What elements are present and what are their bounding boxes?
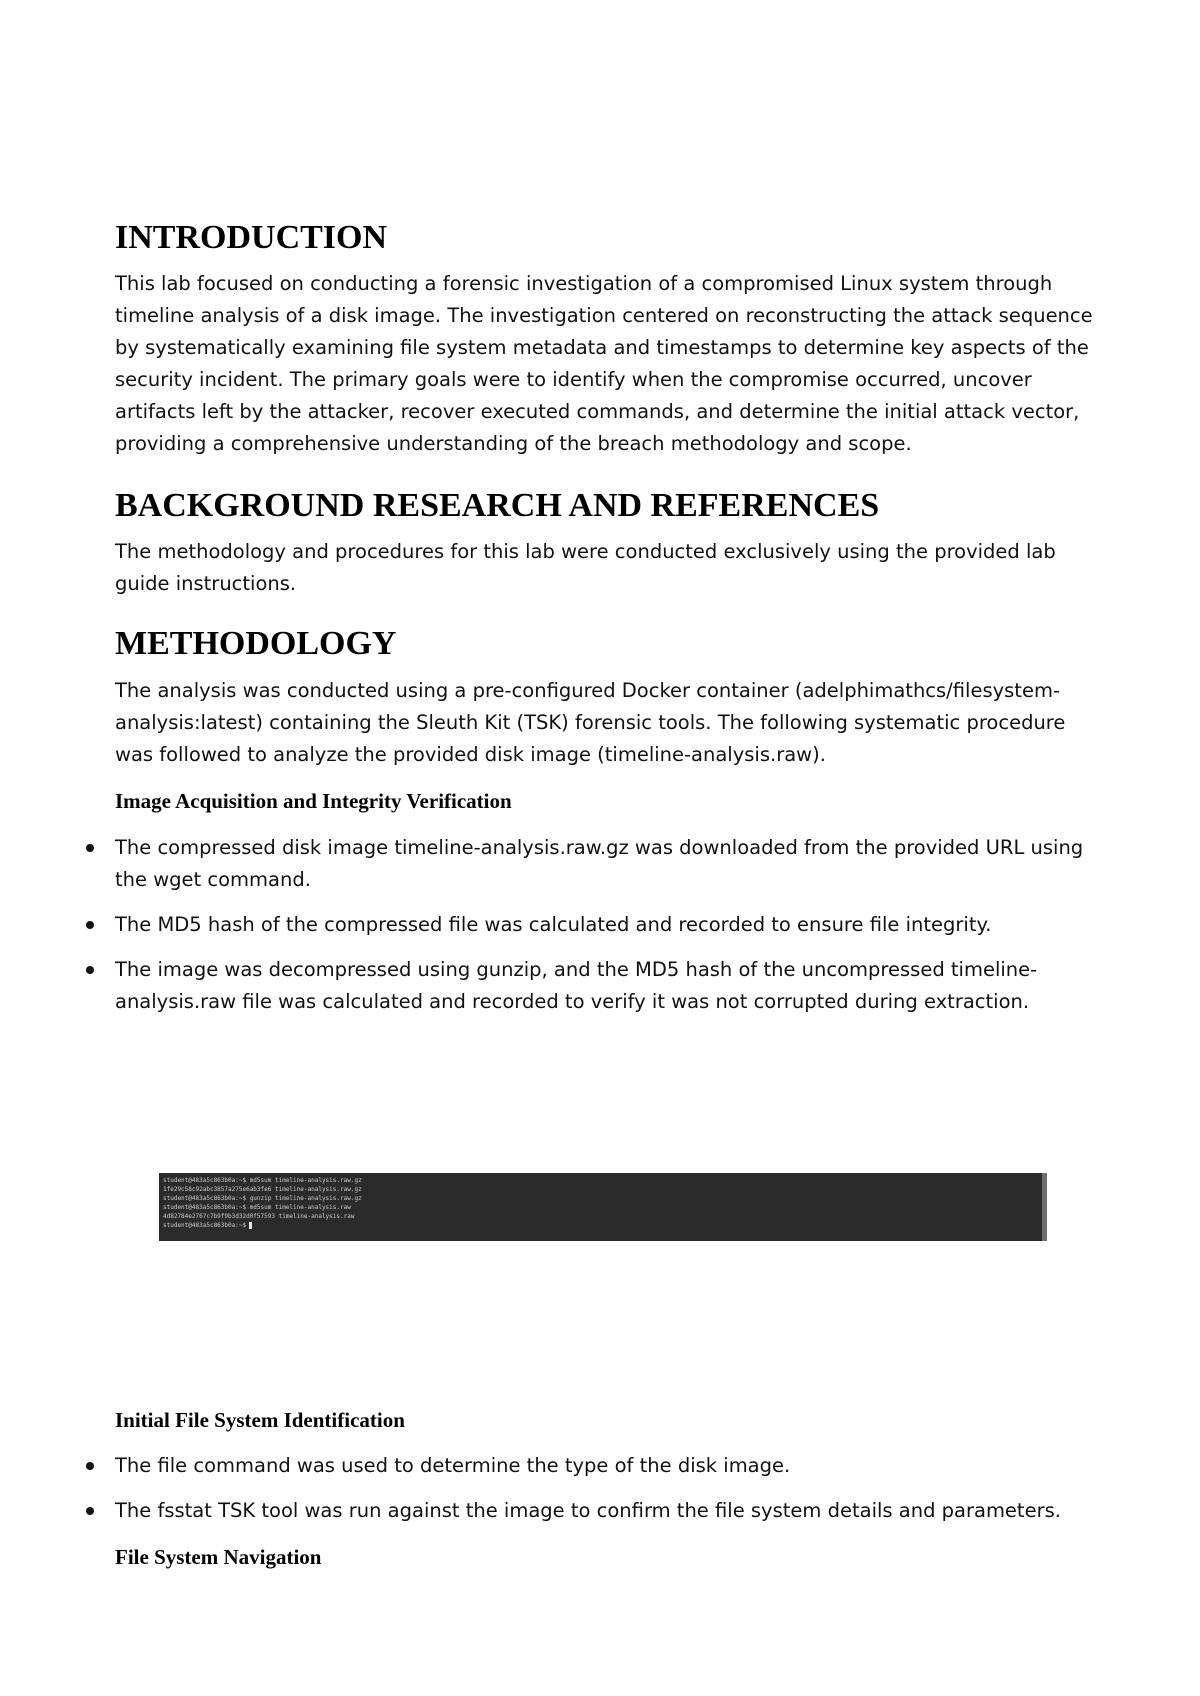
list-item [0, 1495, 1100, 1527]
terminal-line: student@483a5c863b0a:~$ md5sum timeline-analysis.raw [163, 1204, 351, 1211]
identification-bullet-list [0, 1450, 1200, 1540]
background-paragraph: The methodology and procedures for this lab were conducted exclusively using the provided lab guide instructions. [115, 540, 1056, 595]
navigation-subheading: File System Navigation [115, 1545, 322, 1569]
introduction-heading: INTRODUCTION [115, 219, 388, 256]
terminal-line: student@483a5c863b0a:~$ md5sum timeline-analysis.raw.gz [163, 1177, 362, 1184]
background-heading: BACKGROUND RESEARCH AND REFERENCES [115, 487, 880, 524]
terminal-line: 4d82784e2767c7b9f9b3d32d0f57593 timeline-analysis.raw [163, 1213, 355, 1220]
list-item-text: The image was decompressed using gunzip, and the MD5 hash of the uncompressed timeline-analysis.raw file was calculated and recorded to verify it was not corrupted during extraction. [115, 958, 1038, 1013]
bullet-dot-icon [86, 966, 94, 974]
cursor-icon [249, 1222, 252, 1229]
acquisition-subheading: Image Acquisition and Integrity Verification [115, 789, 512, 813]
list-item-text: The file command was used to determine the type of the disk image. [115, 1454, 791, 1477]
bullet-dot-icon [86, 1507, 94, 1515]
list-item [0, 1450, 1100, 1482]
methodology-heading: METHODOLOGY [115, 625, 397, 662]
list-item-text: The compressed disk image timeline-analysis.raw.gz was downloaded from the provided URL using the wget command. [115, 836, 1084, 891]
terminal-line: student@483a5c863b0a:~$ gunzip timeline-analysis.raw.gz [163, 1195, 362, 1202]
list-item [0, 832, 1100, 896]
bullet-dot-icon [86, 921, 94, 929]
terminal-prompt: student@483a5c863b0a:~$ [163, 1222, 247, 1229]
list-item [0, 909, 1100, 941]
introduction-paragraph: This lab focused on conducting a forensic investigation of a compromised Linux system through timeline analysis of a disk image. The investigation centered on reconstructing the attack sequence by systematically examining file system metadata and timestamps to determine key aspects of the security incident. The primary goals were to identify when the compromise occurred, uncover artifacts left by the attacker, recover executed commands, and determine the initial attack vector, providing a comprehensive understanding of the breach methodology and scope. [115, 272, 1093, 455]
terminal-prompt-row [163, 1222, 252, 1229]
acquisition-bullet-list [0, 832, 1200, 1031]
terminal-screenshot [159, 1173, 1047, 1241]
bullet-dot-icon [86, 844, 94, 852]
identification-subheading: Initial File System Identification [115, 1408, 405, 1432]
terminal-line: 1fe29c58c92abc3857a275e6ab3fe6 timeline-analysis.raw.gz [163, 1186, 362, 1193]
methodology-paragraph: The analysis was conducted using a pre-configured Docker container (adelphimathcs/filesystem-analysis:latest) containing the Sleuth Kit (TSK) forensic tools. The following systematic procedure was followed to analyze the provided disk image (timeline-analysis.raw). [115, 679, 1066, 766]
list-item-text: The MD5 hash of the compressed file was calculated and recorded to ensure file integrity. [115, 913, 992, 936]
bullet-dot-icon [86, 1462, 94, 1470]
list-item [0, 954, 1100, 1018]
list-item-text: The fsstat TSK tool was run against the image to confirm the file system details and parameters. [115, 1499, 1061, 1522]
